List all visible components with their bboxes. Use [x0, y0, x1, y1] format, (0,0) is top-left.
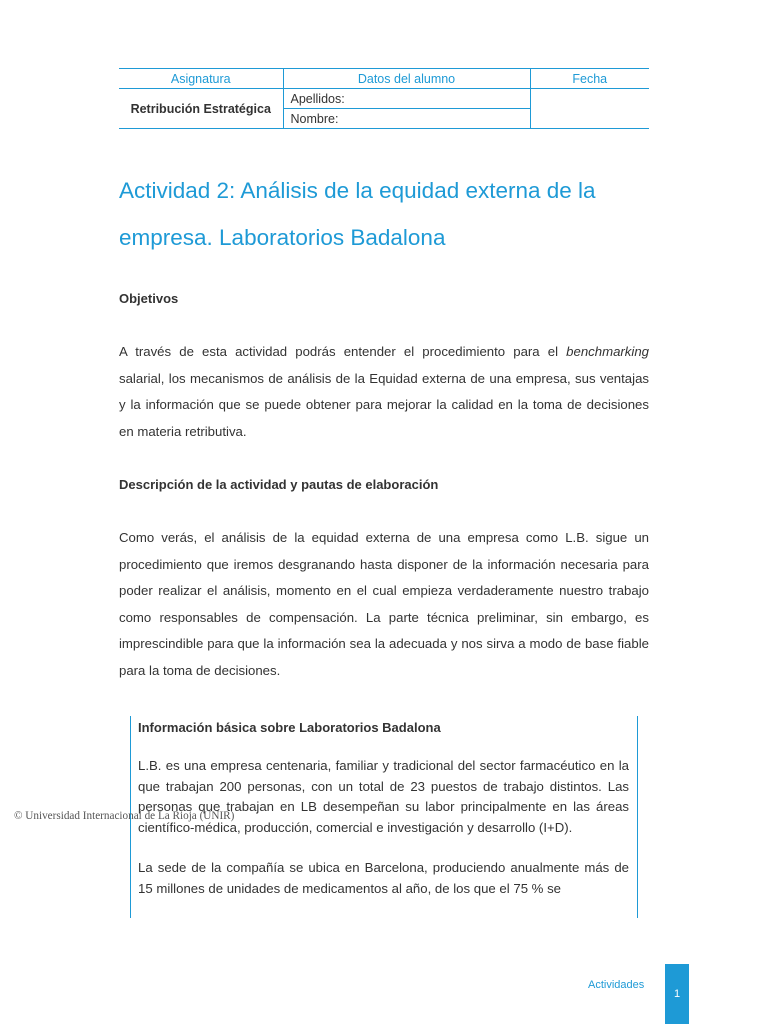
info-box-paragraph-1: L.B. es una empresa centenaria, familiar y tradicional del sector farmacéutico en la que trabajan 200 personas, con un total de 23 puestos de trabajo distintos. Las personas que trabajan en LB desempeñan su labor principalmente en las áreas científico-médica, producción, comercial e investigación y desarrollo (I+D). — [138, 758, 629, 835]
column-header-student: Datos del alumno — [283, 69, 530, 89]
table-row — [119, 89, 649, 109]
title-line-2: empresa. Laboratorios Badalona — [119, 225, 446, 250]
objectives-text-before: A través de esta actividad podrás entender el procedimiento para el — [119, 344, 567, 359]
column-header-subject: Asignatura — [119, 69, 283, 89]
subject-value: Retribución Estratégica — [119, 89, 283, 129]
copyright-notice: © Universidad Internacional de La Rioja (UNIR) — [14, 810, 235, 822]
info-box-heading: Información básica sobre Laboratorios Badalona — [138, 720, 441, 735]
objectives-text-italic: benchmarking — [566, 344, 649, 359]
objectives-heading: Objetivos — [119, 291, 179, 306]
table-header-row — [119, 69, 649, 89]
description-heading: Descripción de la actividad y pautas de elaboración — [119, 477, 439, 492]
student-data-table — [119, 68, 649, 129]
footer-section-label: Actividades — [588, 979, 645, 991]
page-number: 1 — [665, 964, 689, 1024]
name-field[interactable]: Nombre: — [283, 109, 530, 129]
surname-field[interactable]: Apellidos: — [283, 89, 530, 109]
page-title — [119, 167, 659, 261]
objectives-text-after: salarial, los mecanismos de análisis de la Equidad externa de una empresa, sus ventajas y la información que se puede obtener para mejorar la calidad en la toma de decisiones en materia retributiva. — [119, 370, 649, 439]
description-paragraph: Como verás, el análisis de la equidad externa de una empresa como L.B. sigue un procedimiento que iremos desgranando hasta disponer de la información necesaria para poder realizar el análisis, momento en el cual empieza verdaderamente nuestro trabajo como responsables de compensación. La parte técnica preliminar, sin embargo, es imprescindible para que la información sea la adecuada y nos sirva a modo de base fiable para la toma de decisiones. — [119, 530, 649, 678]
objectives-paragraph — [119, 339, 649, 445]
info-box-paragraph-2: La sede de la compañía se ubica en Barcelona, produciendo anualmente más de 15 millones de unidades de medicamentos al año, de los que el 75 % se — [138, 860, 629, 896]
date-field[interactable] — [530, 89, 649, 129]
title-line-1: Actividad 2: Análisis de la equidad externa de la — [119, 178, 596, 203]
column-header-date: Fecha — [530, 69, 649, 89]
